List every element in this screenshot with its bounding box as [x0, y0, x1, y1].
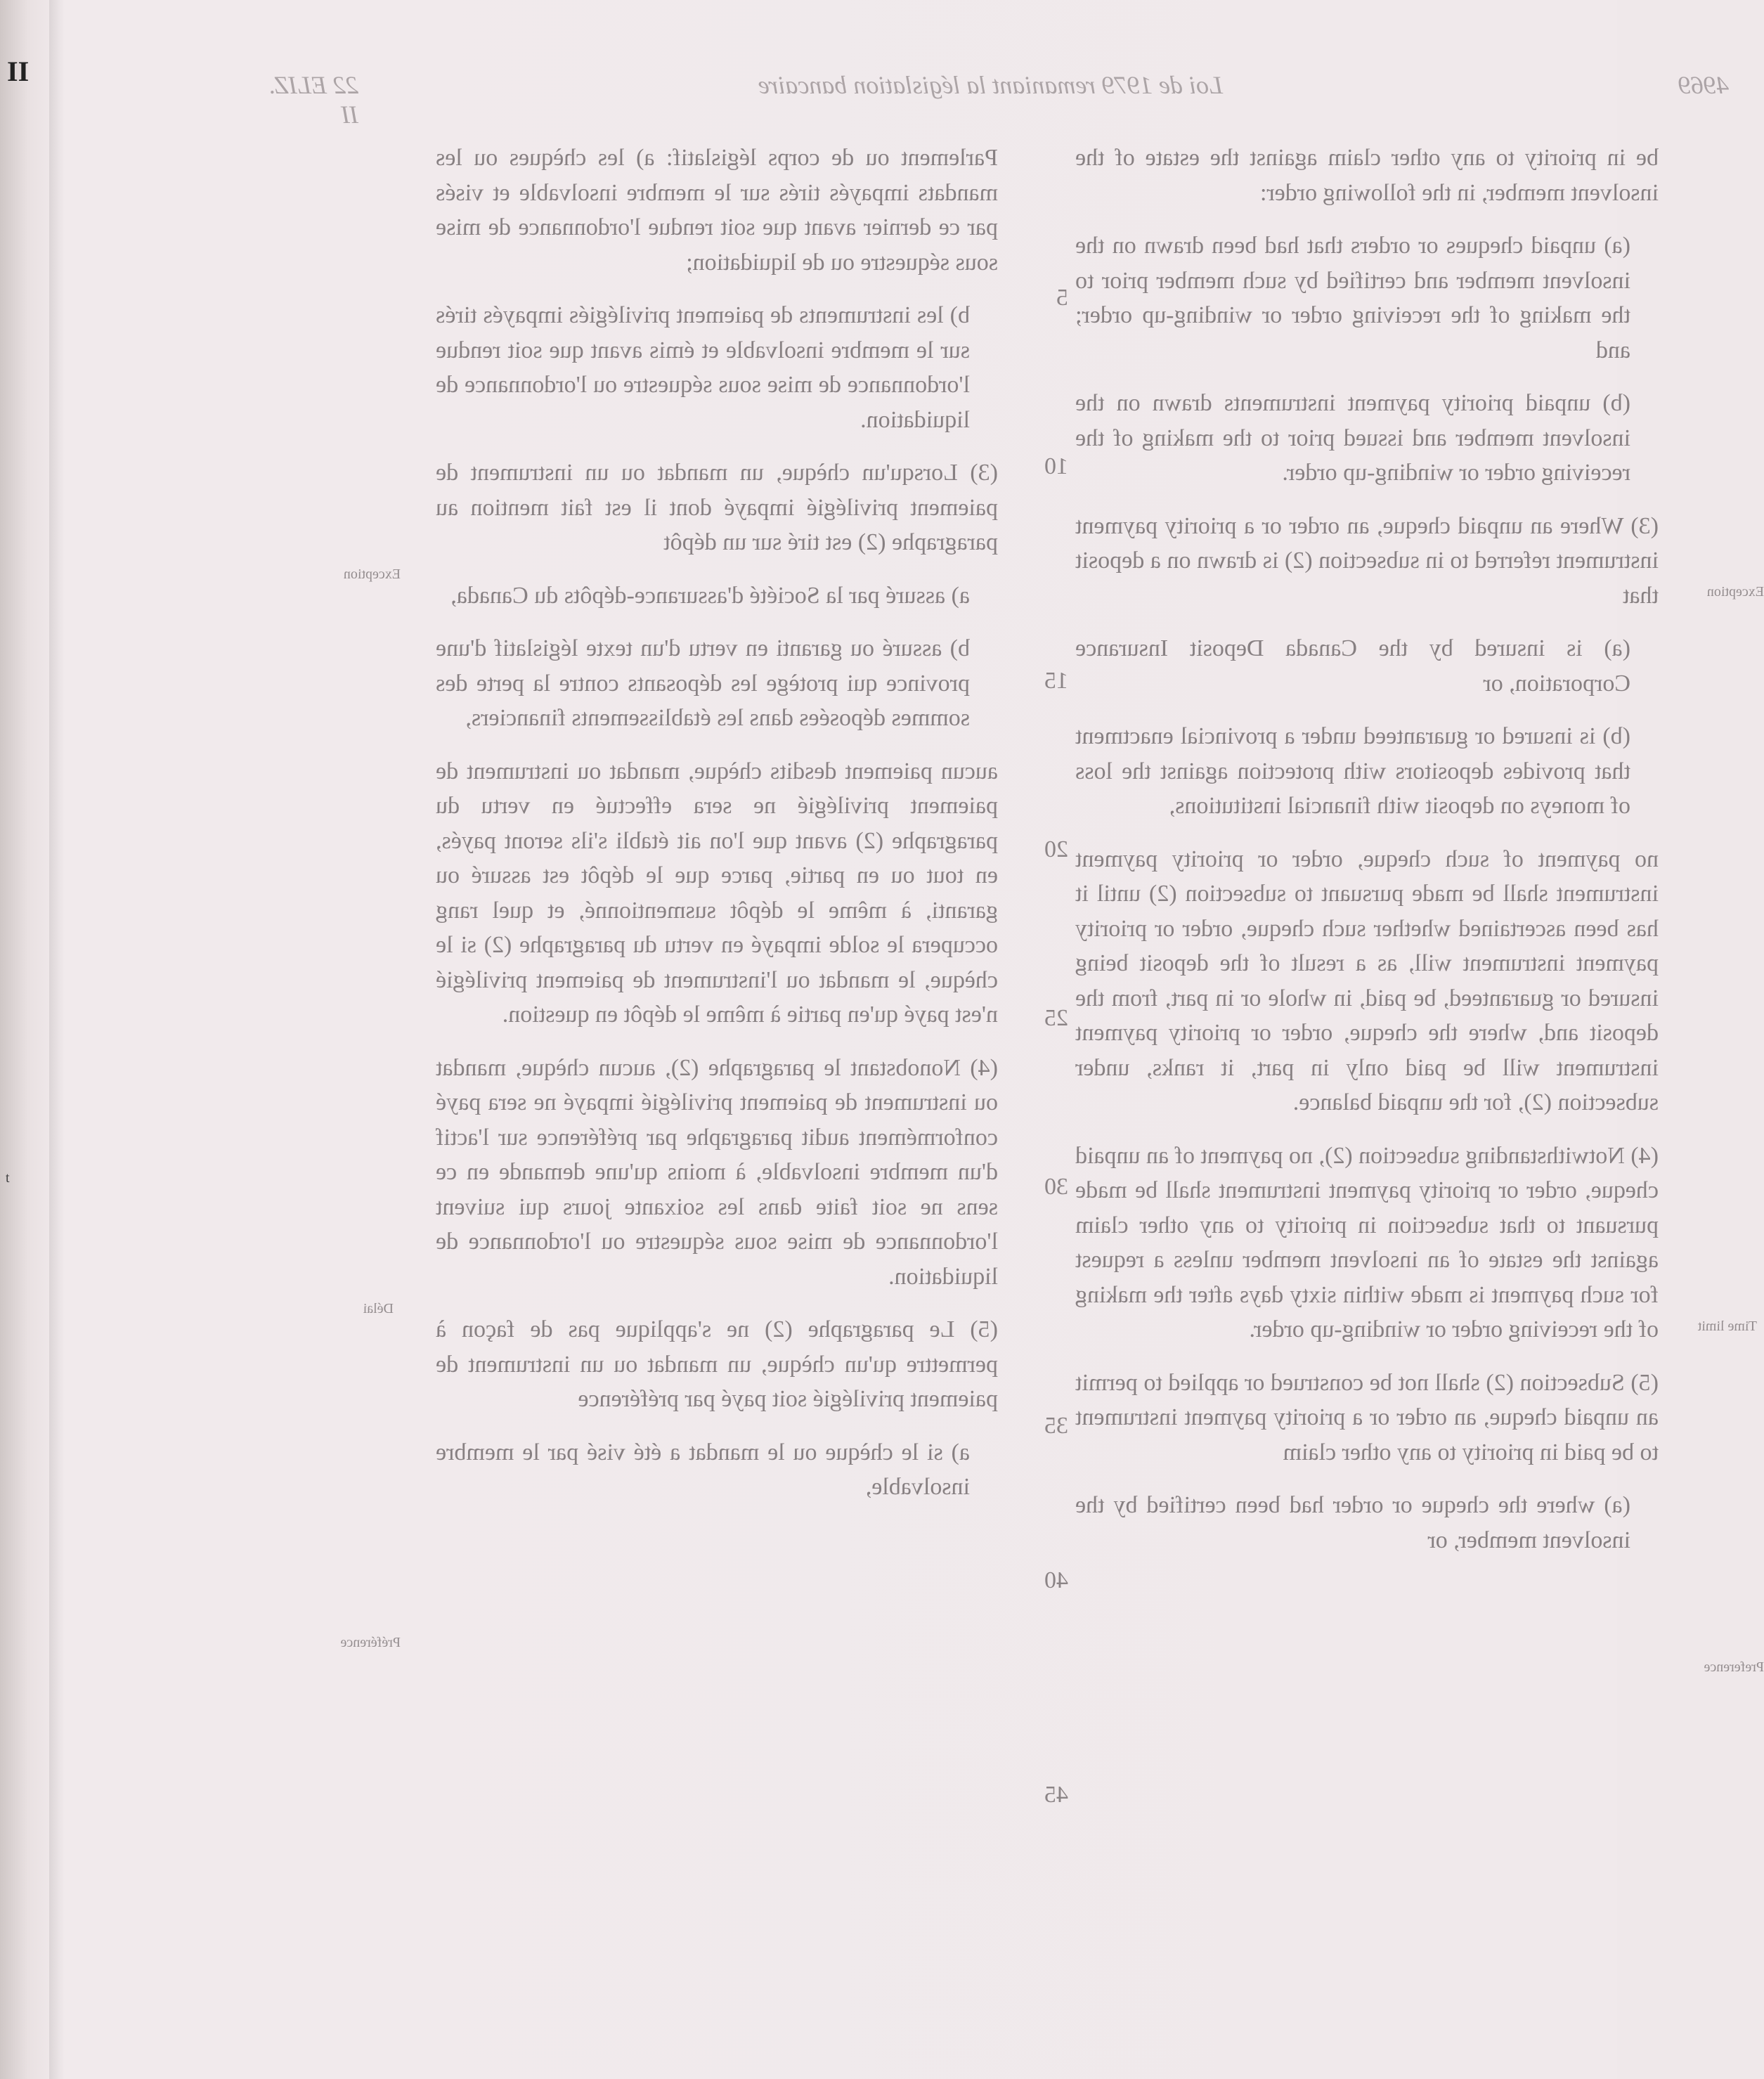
line-number: 30 — [1044, 1174, 1068, 1200]
paragraph: a) si le chèque ou le mandat a été visé par le membre insolvable, — [436, 1439, 970, 1500]
margin-note-french: Préférence — [340, 1635, 401, 1650]
margin-note-french: Délai — [363, 1301, 394, 1316]
line-number: 25 — [1044, 1005, 1068, 1031]
line-number: 35 — [1044, 1413, 1068, 1439]
running-header — [253, 70, 1729, 129]
line-number: 5 — [1056, 285, 1068, 311]
line-number: 15 — [1044, 668, 1068, 694]
previous-page-edge-mark: II — [7, 56, 30, 87]
english-column — [1075, 141, 1659, 1576]
paragraph: (3) Where an unpaid cheque, an order or a priority payment instrument referred to in subsection (2) is drawn on a deposit that — [1075, 512, 1659, 609]
paragraph: a) assuré par la Société d'assurance-dépôts du Canada, — [450, 582, 970, 609]
margin-note-english: Time limit — [1697, 1319, 1757, 1334]
margin-note-english: Preference — [1704, 1659, 1764, 1675]
margin-note-english: Exception — [1706, 584, 1764, 600]
line-numbers — [998, 42, 1068, 1870]
french-column — [436, 141, 998, 1523]
paragraph: (3) Lorsqu'un chèque, un mandat ou un instrument de paiement privilégié impayé dont il est fait mention au paragraphe (2) est tiré sur un dépôt — [436, 460, 998, 555]
paragraph: (a) where the cheque or order had been certified by the insolvent member, or — [1075, 1492, 1630, 1553]
paragraph: (5) Le paragraphe (2) ne s'applique pas de façon à permettre qu'un chèque, un mandat ou un instrument de paiement privilégié soit payé par préférence — [436, 1316, 998, 1412]
paragraph: b) assuré ou garanti en vertu d'un texte législatif d'une province qui protège les déposants contre la perte des sommes déposées dans les établissements financiers, — [436, 635, 970, 731]
binding-shadow — [49, 0, 65, 2079]
paragraph: (b) is insured or guaranteed under a provincial enactment that provides depositors with protection against the loss of moneys on deposit with financial institutions, — [1075, 723, 1630, 819]
page-number: 4969 — [1678, 71, 1729, 99]
line-number: 45 — [1044, 1782, 1068, 1808]
previous-page-fragment: t — [6, 1170, 10, 1186]
line-number: 20 — [1044, 836, 1068, 862]
paragraph: (4) Nonobstant le paragraphe (2), aucun chèque, mandat ou instrument de paiement privilégié impayé ne sera payé conformément audit paragraphe par préférence sur l'actif d'un membre insolvable, à moins qu'une demande en ce sens ne soit faite dans les soixante jours qui suivent l'ordonnance de mise sous séquestre ou l'ordonnance de liquidation. — [436, 1054, 998, 1290]
regnal-year: 22 ELIZ. II — [268, 71, 358, 129]
line-number: 40 — [1044, 1567, 1068, 1593]
paragraph: be in priority to any other claim against the estate of the insolvent member, in the following order: — [1075, 145, 1659, 206]
bleed-through-content — [253, 42, 1764, 1940]
paragraph: Parlement ou de corps législatif: a) les chèques ou les mandats impayés tirés sur le membre insolvable et visés par ce dernier avant que soit rendue l'ordonnance de mise sous séquestre ou de liquidation; — [436, 145, 998, 276]
margin-note-french: Exception — [343, 566, 401, 582]
paragraph: aucun paiement desdits chèque, mandat ou instrument de paiement privilégié ne sera effectué en vertu du paragraphe (2) avant que l'on ait établi s'ils seront payés, en tout ou en partie, parce que le dépôt est assuré ou garanti, à même le dépôt susmentionné, et quel rang occupera le solde impayé en vertu du paragraphe (2) si le chèque, le mandat ou l'instrument de paiement privilégié n'est payé qu'en partie à même le dépôt en question. — [436, 758, 998, 1028]
paragraph: (5) Subsection (2) shall not be construed or applied to permit an unpaid cheque, an order or a priority payment instrument to be paid in priority to any other claim — [1075, 1369, 1659, 1465]
paragraph: (a) is insured by the Canada Deposit Insurance Corporation, or — [1075, 635, 1630, 697]
paragraph: no payment of such cheque, order or priority payment instrument shall be made pursuant to subsection (2) until it has been ascertained whether such cheque, order or priority payment instrument will, as a result of the deposit being insured or guaranteed, be paid, in whole or in part, from the deposit and, where the cheque, order or priority payment instrument will be paid only in part, it ranks, under subsection (2), for the unpaid balance. — [1075, 846, 1659, 1115]
paragraph: (b) unpaid priority payment instruments drawn on the insolvent member and issued prior to the making of the receiving order or winding-up order. — [1075, 390, 1630, 486]
line-number: 10 — [1044, 453, 1068, 479]
paragraph: (4) Notwithstanding subsection (2), no payment of an unpaid cheque, order or priority payment instrument shall be made pursuant to that subsection in priority to any other claim against the estate of an insolvent member unless a request for such payment is made within sixty days after the making of the receiving order or winding-up order. — [1075, 1142, 1659, 1342]
paragraph: (a) unpaid cheques or orders that had been drawn on the insolvent member and certified by such member prior to the making of the receiving order or winding-up order; and — [1075, 233, 1630, 363]
paragraph: b) les instruments de paiement privilégiés impayés tirés sur le membre insolvable et émis avant que soit rendue l'ordonnance de mise sous séquestre ou l'ordonnance de liquidation. — [436, 302, 970, 433]
running-title: Loi de 1979 remaniant la législation bancaire — [758, 71, 1223, 99]
